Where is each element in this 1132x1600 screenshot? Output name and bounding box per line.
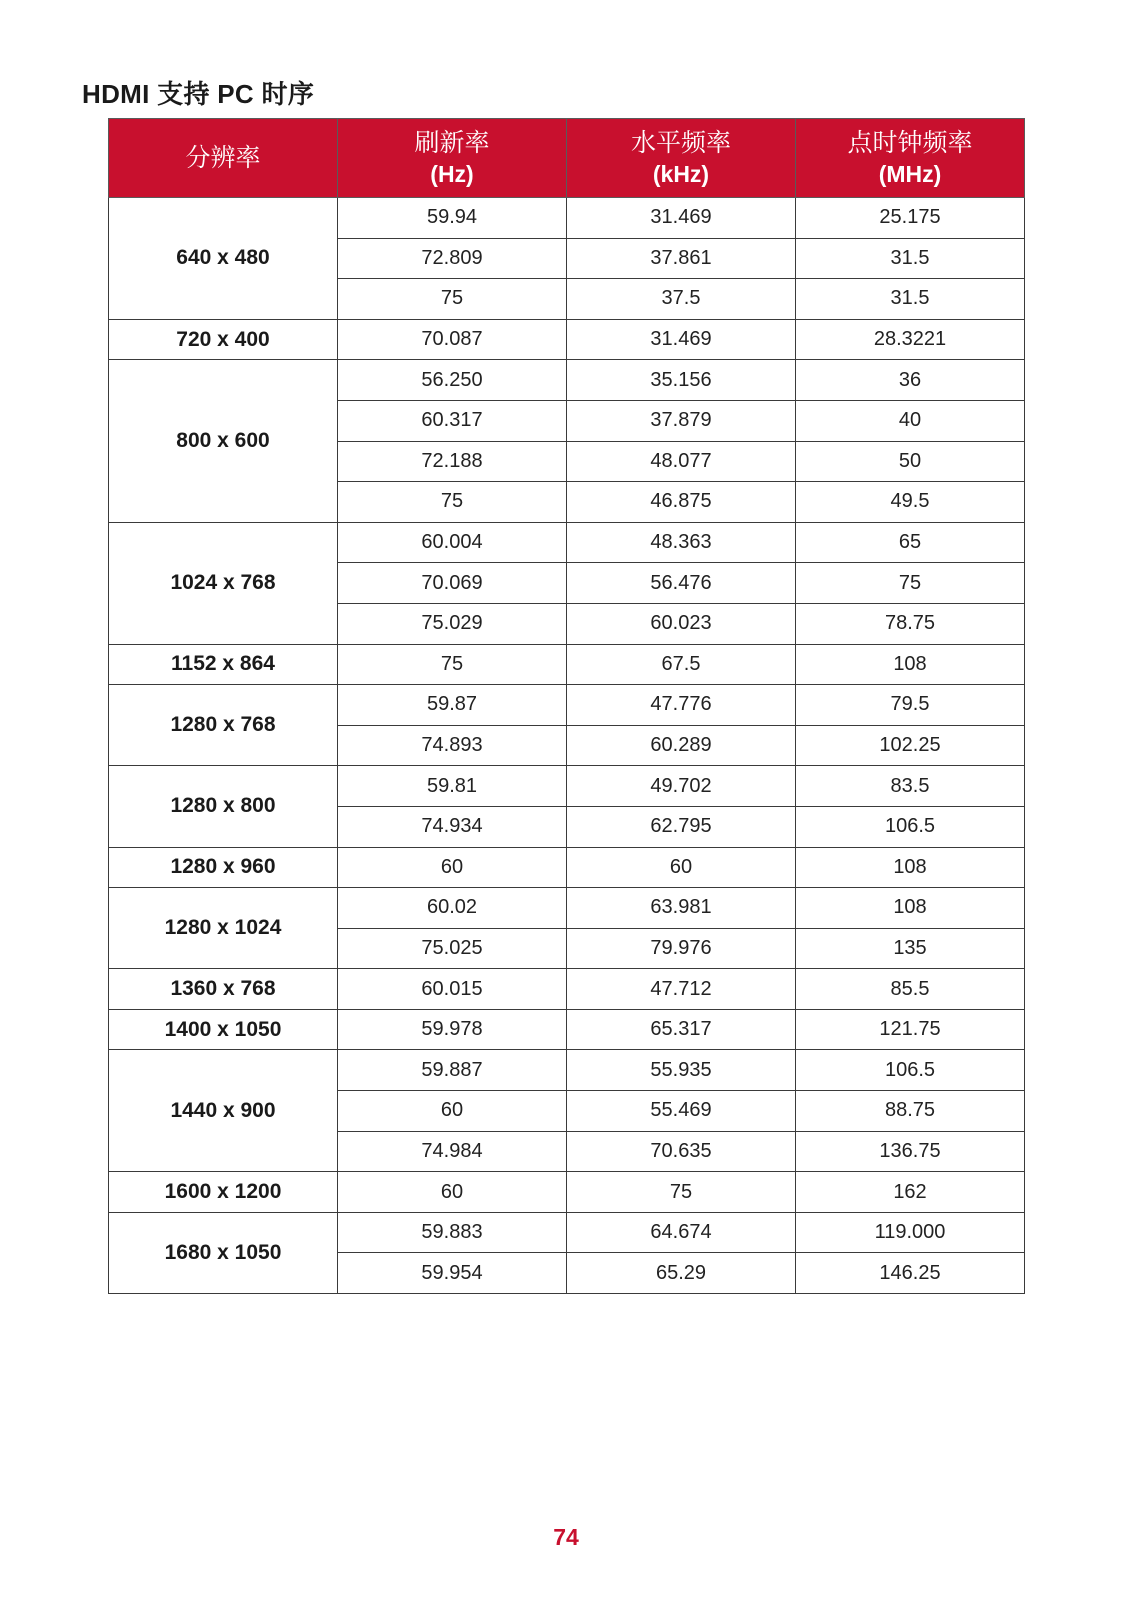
horizontal-frequency-cell: 64.674 (567, 1212, 796, 1253)
pixel-clock-cell: 135 (796, 928, 1025, 969)
horizontal-frequency-cell: 62.795 (567, 806, 796, 847)
refresh-rate-cell: 70.069 (338, 563, 567, 604)
pixel-clock-cell: 88.75 (796, 1091, 1025, 1132)
horizontal-frequency-cell: 47.712 (567, 969, 796, 1010)
table-row (109, 1050, 1025, 1091)
horizontal-frequency-cell: 48.077 (567, 441, 796, 482)
pixel-clock-cell: 25.175 (796, 198, 1025, 239)
refresh-rate-cell: 75 (338, 482, 567, 523)
refresh-rate-cell: 74.893 (338, 725, 567, 766)
pixel-clock-cell: 78.75 (796, 603, 1025, 644)
refresh-rate-cell: 75 (338, 279, 567, 320)
table-row (109, 847, 1025, 888)
header-unit: (MHz) (878, 161, 942, 187)
header-label: 点时钟频率 (847, 129, 973, 157)
pixel-clock-cell: 108 (796, 847, 1025, 888)
resolution-cell: 1280 x 768 (109, 685, 338, 766)
resolution-cell: 1152 x 864 (109, 644, 338, 685)
pixel-clock-cell: 119.000 (796, 1212, 1025, 1253)
table-row (109, 685, 1025, 726)
refresh-rate-cell: 59.883 (338, 1212, 567, 1253)
refresh-rate-cell: 59.87 (338, 685, 567, 726)
pixel-clock-cell: 85.5 (796, 969, 1025, 1010)
resolution-cell: 1024 x 768 (109, 522, 338, 644)
table-row (109, 1009, 1025, 1050)
pixel-clock-cell: 146.25 (796, 1253, 1025, 1294)
header-unit: (Hz) (430, 161, 474, 187)
pixel-clock-cell: 102.25 (796, 725, 1025, 766)
refresh-rate-cell: 60 (338, 1172, 567, 1213)
resolution-cell: 1280 x 800 (109, 766, 338, 847)
pixel-clock-cell: 31.5 (796, 279, 1025, 320)
horizontal-frequency-cell: 48.363 (567, 522, 796, 563)
table-row (109, 644, 1025, 685)
table-row (109, 888, 1025, 929)
pixel-clock-cell: 162 (796, 1172, 1025, 1213)
page-number: 74 (553, 1524, 579, 1550)
refresh-rate-cell: 74.934 (338, 806, 567, 847)
resolution-cell: 1400 x 1050 (109, 1009, 338, 1050)
pixel-clock-cell: 40 (796, 400, 1025, 441)
refresh-rate-cell: 59.978 (338, 1009, 567, 1050)
resolution-cell: 720 x 400 (109, 319, 338, 360)
header-resolution (109, 119, 338, 198)
pixel-clock-cell: 65 (796, 522, 1025, 563)
horizontal-frequency-cell: 55.469 (567, 1091, 796, 1132)
refresh-rate-cell: 60.004 (338, 522, 567, 563)
header-unit: (kHz) (652, 161, 710, 187)
refresh-rate-cell: 72.809 (338, 238, 567, 279)
pixel-clock-cell: 31.5 (796, 238, 1025, 279)
refresh-rate-cell: 74.984 (338, 1131, 567, 1172)
header-label: 刷新率 (414, 129, 490, 157)
page-title: HDMI 支持 PC 时序 (82, 79, 315, 109)
horizontal-frequency-cell: 67.5 (567, 644, 796, 685)
table-body (109, 198, 1025, 1294)
pixel-clock-cell: 136.75 (796, 1131, 1025, 1172)
refresh-rate-cell: 75.029 (338, 603, 567, 644)
horizontal-frequency-cell: 75 (567, 1172, 796, 1213)
horizontal-frequency-cell: 60.289 (567, 725, 796, 766)
horizontal-frequency-cell: 60 (567, 847, 796, 888)
pixel-clock-cell: 36 (796, 360, 1025, 401)
resolution-cell: 1280 x 960 (109, 847, 338, 888)
table-row (109, 360, 1025, 401)
header-pixel-clock (796, 119, 1025, 198)
horizontal-frequency-cell: 46.875 (567, 482, 796, 523)
resolution-cell: 1360 x 768 (109, 969, 338, 1010)
resolution-cell: 1440 x 900 (109, 1050, 338, 1172)
horizontal-frequency-cell: 49.702 (567, 766, 796, 807)
refresh-rate-cell: 60 (338, 1091, 567, 1132)
table-row (109, 522, 1025, 563)
horizontal-frequency-cell: 35.156 (567, 360, 796, 401)
refresh-rate-cell: 75.025 (338, 928, 567, 969)
table-row (109, 969, 1025, 1010)
table-header (109, 119, 1025, 198)
refresh-rate-cell: 59.94 (338, 198, 567, 239)
pixel-clock-cell: 106.5 (796, 1050, 1025, 1091)
table-row (109, 198, 1025, 239)
pixel-clock-cell: 108 (796, 644, 1025, 685)
refresh-rate-cell: 59.954 (338, 1253, 567, 1294)
horizontal-frequency-cell: 65.317 (567, 1009, 796, 1050)
horizontal-frequency-cell: 47.776 (567, 685, 796, 726)
table-row (109, 319, 1025, 360)
pixel-clock-cell: 28.3221 (796, 319, 1025, 360)
pixel-clock-cell: 108 (796, 888, 1025, 929)
pixel-clock-cell: 121.75 (796, 1009, 1025, 1050)
horizontal-frequency-cell: 31.469 (567, 198, 796, 239)
refresh-rate-cell: 60.015 (338, 969, 567, 1010)
horizontal-frequency-cell: 63.981 (567, 888, 796, 929)
refresh-rate-cell: 56.250 (338, 360, 567, 401)
refresh-rate-cell: 75 (338, 644, 567, 685)
header-refresh-rate (338, 119, 567, 198)
refresh-rate-cell: 70.087 (338, 319, 567, 360)
pixel-clock-cell: 75 (796, 563, 1025, 604)
resolution-cell: 800 x 600 (109, 360, 338, 522)
header-label: 水平频率 (630, 129, 731, 157)
resolution-cell: 1600 x 1200 (109, 1172, 338, 1213)
timing-table (108, 118, 1025, 1294)
horizontal-frequency-cell: 55.935 (567, 1050, 796, 1091)
horizontal-frequency-cell: 37.861 (567, 238, 796, 279)
resolution-cell: 1680 x 1050 (109, 1212, 338, 1293)
refresh-rate-cell: 60.02 (338, 888, 567, 929)
pixel-clock-cell: 106.5 (796, 806, 1025, 847)
refresh-rate-cell: 59.887 (338, 1050, 567, 1091)
table-row (109, 1172, 1025, 1213)
refresh-rate-cell: 60.317 (338, 400, 567, 441)
horizontal-frequency-cell: 65.29 (567, 1253, 796, 1294)
pixel-clock-cell: 83.5 (796, 766, 1025, 807)
horizontal-frequency-cell: 31.469 (567, 319, 796, 360)
resolution-cell: 1280 x 1024 (109, 888, 338, 969)
refresh-rate-cell: 60 (338, 847, 567, 888)
table-row (109, 766, 1025, 807)
pixel-clock-cell: 50 (796, 441, 1025, 482)
resolution-cell: 640 x 480 (109, 198, 338, 320)
pixel-clock-cell: 49.5 (796, 482, 1025, 523)
header-row (109, 119, 1025, 198)
horizontal-frequency-cell: 60.023 (567, 603, 796, 644)
horizontal-frequency-cell: 79.976 (567, 928, 796, 969)
refresh-rate-cell: 72.188 (338, 441, 567, 482)
refresh-rate-cell: 59.81 (338, 766, 567, 807)
header-label: 分辨率 (185, 144, 261, 172)
table-row (109, 1212, 1025, 1253)
header-horizontal-frequency (567, 119, 796, 198)
pixel-clock-cell: 79.5 (796, 685, 1025, 726)
horizontal-frequency-cell: 37.879 (567, 400, 796, 441)
horizontal-frequency-cell: 56.476 (567, 563, 796, 604)
horizontal-frequency-cell: 37.5 (567, 279, 796, 320)
horizontal-frequency-cell: 70.635 (567, 1131, 796, 1172)
